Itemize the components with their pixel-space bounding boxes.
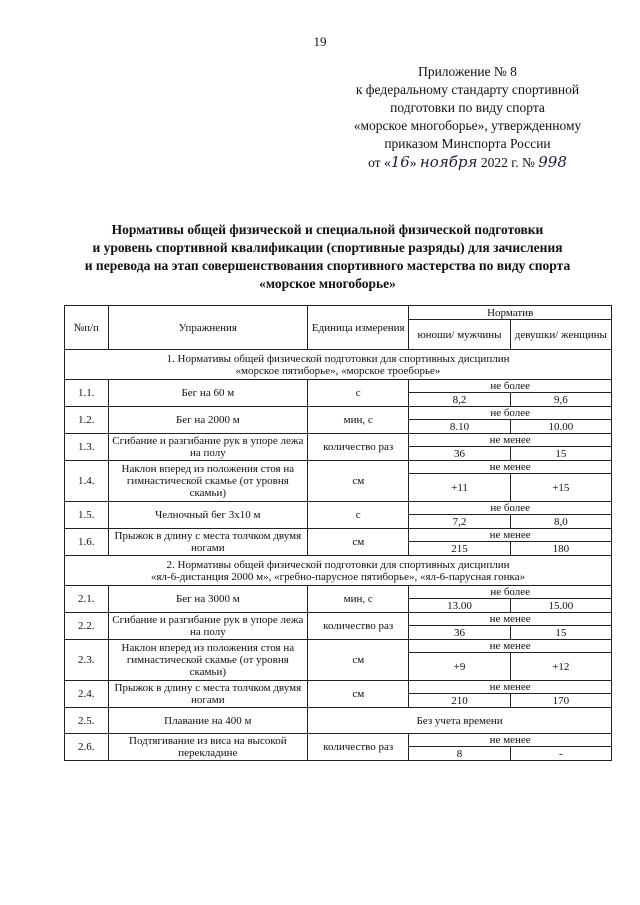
row-female-value: 15.00: [510, 599, 611, 613]
header-norm: Норматив: [409, 306, 612, 320]
row-num: 1.4.: [65, 461, 109, 502]
row-unit: см: [308, 640, 409, 681]
appendix-line: приказом Минспорта России: [384, 136, 551, 151]
section-1-line: «морское пятиборье», «морское троеборье»: [235, 364, 441, 377]
row-male-value: 8: [409, 747, 510, 761]
row-exercise: Сгибание и разгибание рук в упоре лежа на полу: [108, 613, 308, 640]
row-male-value: 7,2: [409, 515, 510, 529]
row-num: 2.5.: [65, 708, 109, 734]
row-unit: количество раз: [308, 434, 409, 461]
row-unit: мин, с: [308, 407, 409, 434]
title-line: Нормативы общей физической и специальной физической подготовки: [111, 222, 544, 237]
row-male-value: 13.00: [409, 599, 510, 613]
row-num: 2.3.: [65, 640, 109, 681]
row-num: 1.6.: [65, 529, 109, 556]
row-male-value: 210: [409, 694, 510, 708]
order-mid: »: [409, 155, 417, 170]
row-condition: не более: [409, 502, 612, 515]
section-2-heading: [65, 556, 612, 586]
row-exercise: Челночный бег 3x10 м: [108, 502, 308, 529]
row-exercise: Подтягивание из виса на высокой перекладине: [108, 734, 308, 761]
header-female: девушки/ женщины: [510, 320, 611, 350]
page-number: 19: [313, 34, 327, 49]
row-male-value: 8,2: [409, 393, 510, 407]
row-male-value: 36: [409, 447, 510, 461]
row-male-value: +9: [409, 653, 510, 681]
row-female-value: -: [510, 747, 611, 761]
row-num: 2.6.: [65, 734, 109, 761]
row-exercise: Бег на 60 м: [108, 380, 308, 407]
row-unit: см: [308, 529, 409, 556]
row-unit: количество раз: [308, 734, 409, 761]
row-unit: количество раз: [308, 613, 409, 640]
header-male: юноши/ мужчины: [409, 320, 510, 350]
row-female-value: 15: [510, 447, 611, 461]
row-num: 1.3.: [65, 434, 109, 461]
row-exercise: Наклон вперед из положения стоя на гимнастической скамье (от уровня скамьи): [108, 640, 308, 681]
row-condition: не менее: [409, 613, 612, 626]
order-year: 2022 г. №: [480, 155, 535, 170]
section-2-line: 2. Нормативы общей физической подготовки для спортивных дисциплин: [166, 558, 510, 571]
row-unit: мин, с: [308, 586, 409, 613]
row-unit: см: [308, 681, 409, 708]
row-exercise: Прыжок в длину с места толчком двумя ногами: [108, 529, 308, 556]
row-unit: см: [308, 461, 409, 502]
row-exercise: Сгибание и разгибание рук в упоре лежа на полу: [108, 434, 308, 461]
order-line: [330, 153, 605, 172]
row-female-value: +12: [510, 653, 611, 681]
row-female-value: 9,6: [510, 393, 611, 407]
appendix-header: [330, 63, 605, 172]
row-num: 2.1.: [65, 586, 109, 613]
row-condition: не менее: [409, 734, 612, 747]
header-exercise: Упражнения: [108, 306, 308, 350]
row-female-value: 15: [510, 626, 611, 640]
order-month: ноября: [419, 153, 478, 171]
row-male-value: 215: [409, 542, 510, 556]
row-condition: не менее: [409, 681, 612, 694]
row-exercise: Наклон вперед из положения стоя на гимнастической скамье (от уровня скамьи): [108, 461, 308, 502]
row-condition: не менее: [409, 434, 612, 447]
section-1-line: 1. Нормативы общей физической подготовки для спортивных дисциплин: [166, 352, 510, 365]
title-line: и перевода на этап совершенствования спортивного мастерства по виду спорта: [84, 258, 571, 273]
row-exercise: Бег на 3000 м: [108, 586, 308, 613]
section-1-heading: [65, 350, 612, 380]
row-condition: не более: [409, 407, 612, 420]
row-male-value: 8.10: [409, 420, 510, 434]
row-num: 1.5.: [65, 502, 109, 529]
row-female-value: +15: [510, 474, 611, 502]
section-2-line: «ял-6-дистанция 2000 м», «гребно-парусное пятиборье», «ял-6-парусная гонка»: [150, 570, 526, 583]
document-title: [40, 221, 615, 293]
row-condition: не более: [409, 380, 612, 393]
row-male-value: 36: [409, 626, 510, 640]
norms-table: [64, 305, 612, 761]
order-prefix: от «: [368, 155, 391, 170]
appendix-line: к федеральному стандарту спортивной: [355, 82, 580, 97]
row-condition: не более: [409, 586, 612, 599]
row-exercise: Плавание на 400 м: [108, 708, 308, 734]
row-merged-value: Без учета времени: [308, 708, 612, 734]
row-exercise: Бег на 2000 м: [108, 407, 308, 434]
row-female-value: 10.00: [510, 420, 611, 434]
row-num: 2.4.: [65, 681, 109, 708]
title-line: и уровень спортивной квалификации (спортивные разряды) для зачисления: [92, 240, 563, 255]
row-female-value: 180: [510, 542, 611, 556]
row-condition: не менее: [409, 529, 612, 542]
row-unit: с: [308, 502, 409, 529]
row-num: 1.2.: [65, 407, 109, 434]
row-condition: не менее: [409, 640, 612, 653]
appendix-line: «морское многоборье», утвержденному: [353, 118, 582, 133]
row-female-value: 8,0: [510, 515, 611, 529]
row-num: 2.2.: [65, 613, 109, 640]
row-num: 1.1.: [65, 380, 109, 407]
row-female-value: 170: [510, 694, 611, 708]
row-unit: с: [308, 380, 409, 407]
row-exercise: Прыжок в длину с места толчком двумя ногами: [108, 681, 308, 708]
order-day: 16: [390, 153, 410, 171]
row-condition: не менее: [409, 461, 612, 474]
header-unit: Единица измерения: [308, 306, 409, 350]
appendix-line: Приложение № 8: [418, 64, 517, 79]
title-line: «морское многоборье»: [259, 276, 396, 291]
appendix-line: подготовки по виду спорта: [390, 100, 545, 115]
row-male-value: +11: [409, 474, 510, 502]
header-num: №п/п: [65, 306, 109, 350]
order-number: 998: [538, 153, 567, 171]
